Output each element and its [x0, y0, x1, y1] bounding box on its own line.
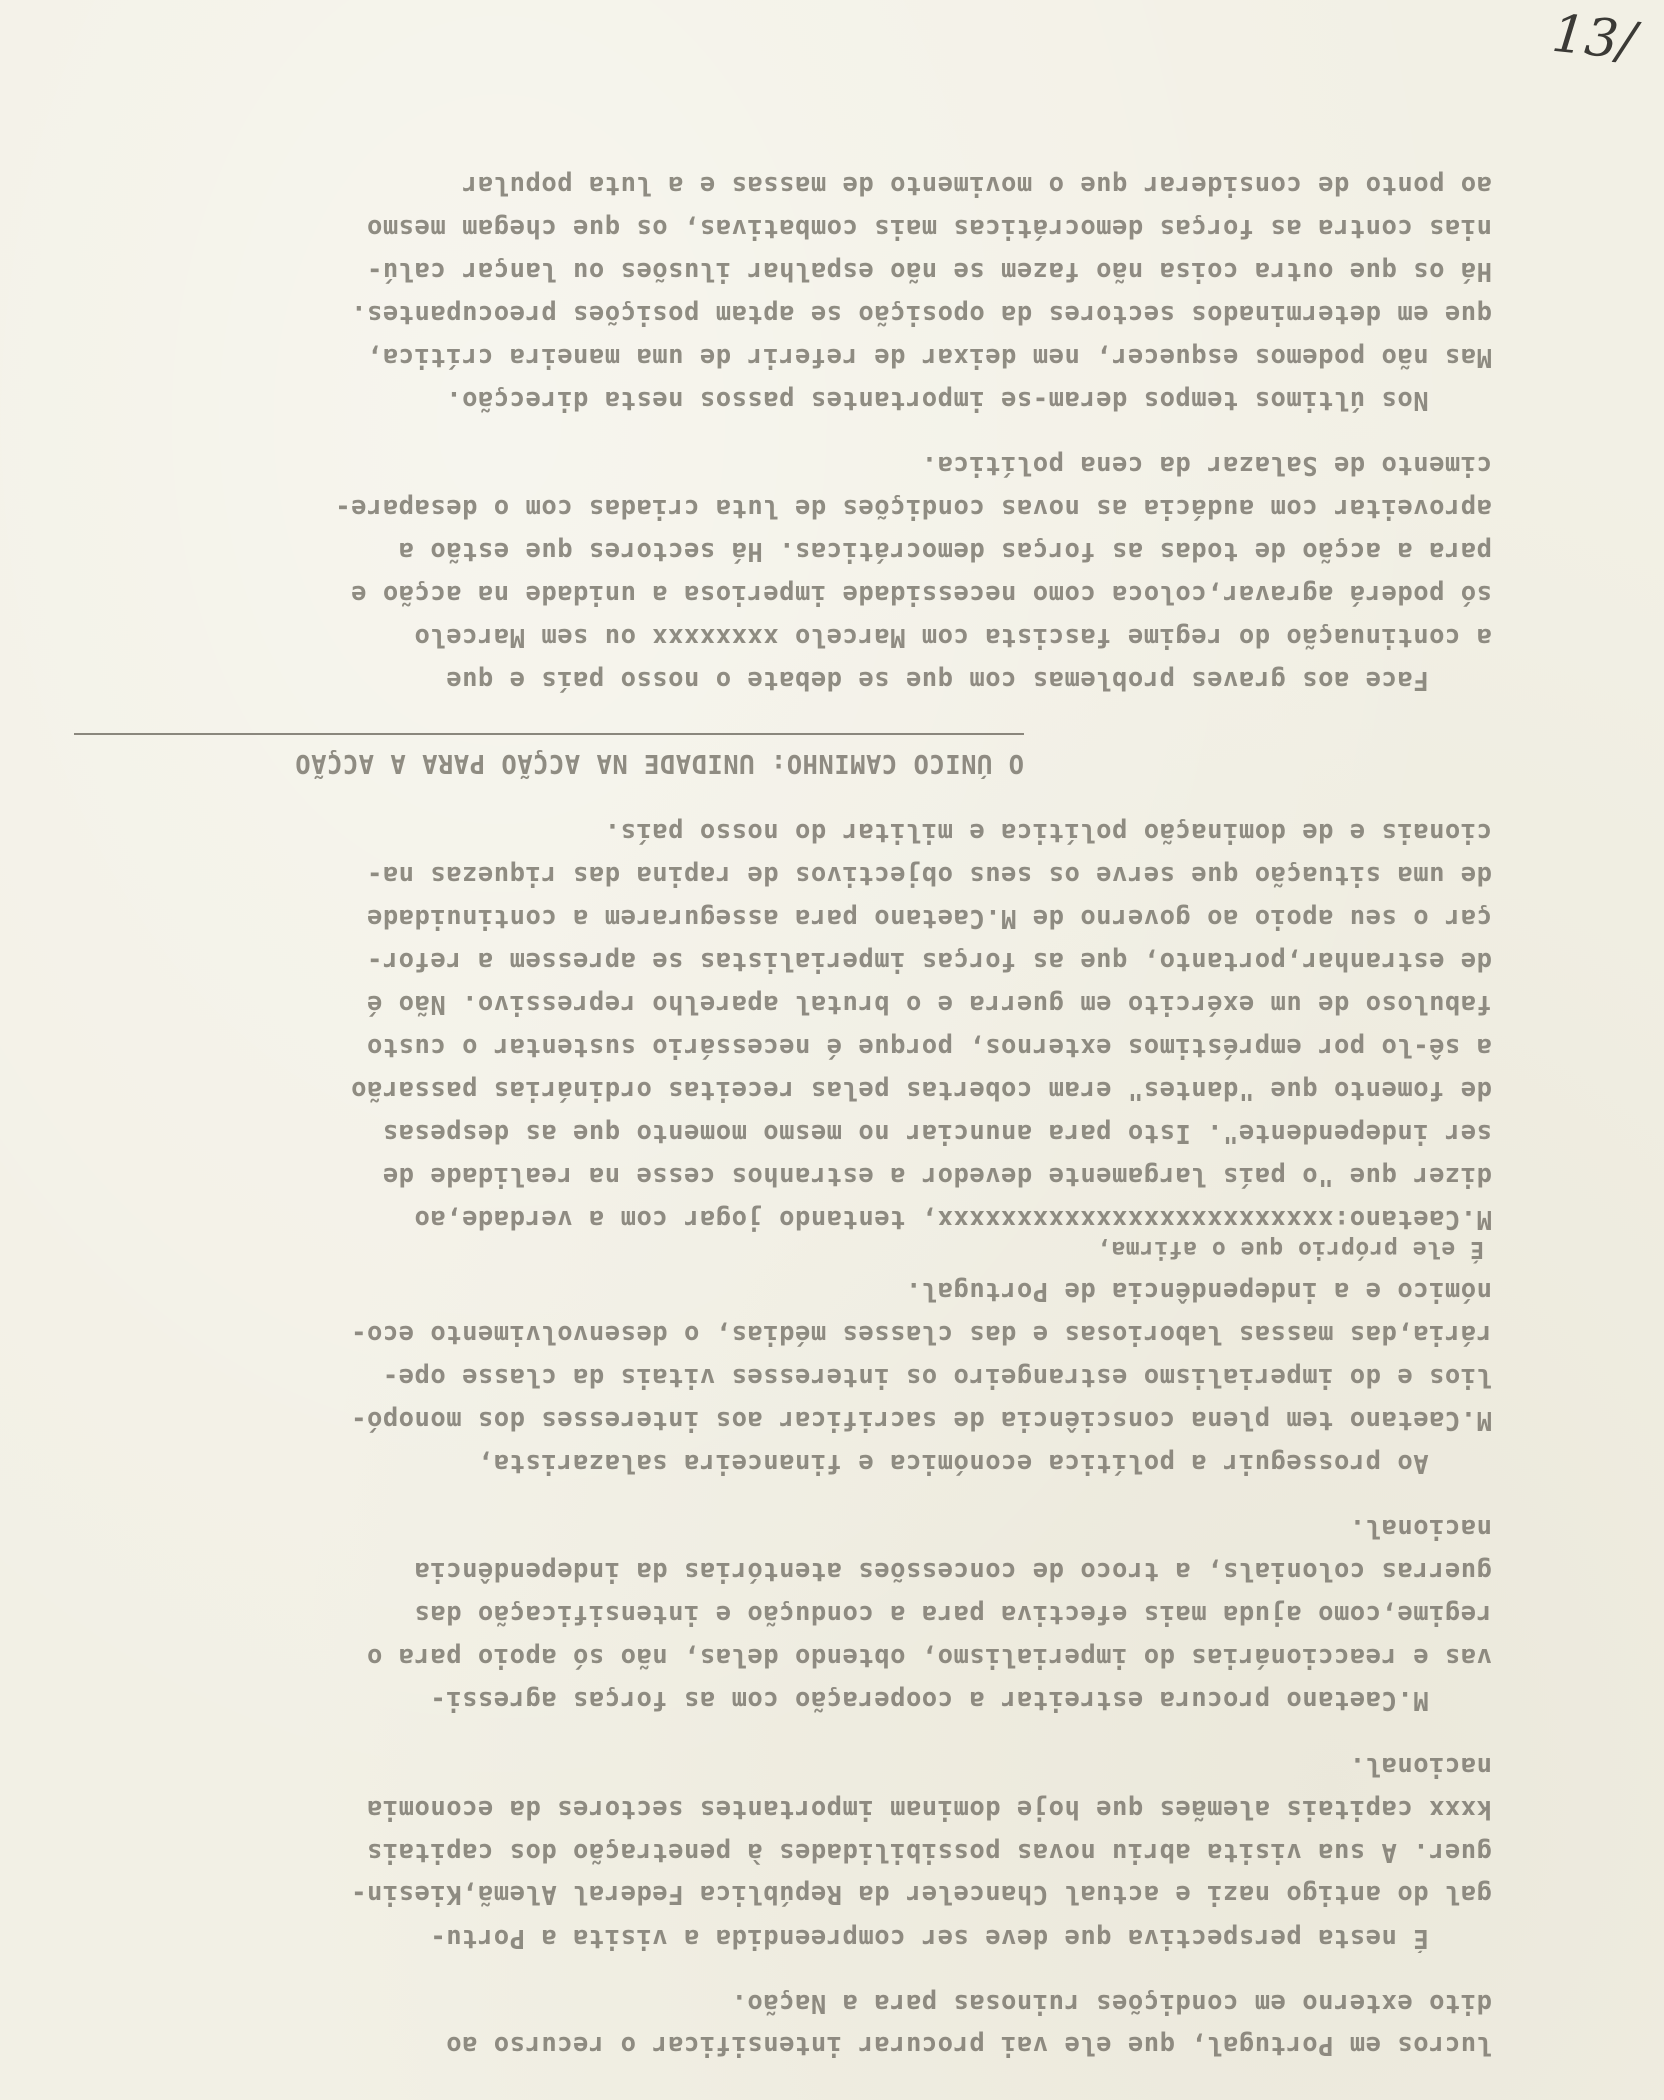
text-line: Mas não podemos esquecer, nem deixar de referir de uma maneira crítica,	[366, 342, 1492, 372]
text-line: só poderá agravar,coloca como necessidade imperiosa a unidade na acção e	[350, 579, 1492, 609]
text-line: nacional.	[1349, 1513, 1492, 1543]
text-line: dizer que "o país largamente devedor a estranhos cesse na realidade de	[382, 1161, 1492, 1191]
text-line-struck: M.Caetano:xxxxxxxxxxxxxxxxxxxxxxxxx, tentando jogar com a verdade,ao	[414, 1204, 1492, 1234]
text-line: kxxx capitais alemães que hoje dominam importantes sectores da economia	[366, 1794, 1492, 1824]
text-line: cimento de Salazar da cena política.	[921, 450, 1492, 480]
text-line: vas e reaccionárias do imperialismo, obtendo delas, não só apoio para o	[366, 1642, 1492, 1672]
text-line: regime,como ajuda mais efectiva para a condução e intensificação das	[414, 1599, 1492, 1629]
text-line: lios e do imperialismo estrangeiro os interesses vitais da classe ope-	[382, 1362, 1492, 1392]
text-line: de fomento que "dantes" eram cobertas pelas receitas ordinárias passarão	[350, 1075, 1492, 1105]
text-line: a sê-lo por empréstimos externos, porque é necessário sustentar o custo	[366, 1032, 1492, 1062]
text-line: Nos últimos tempos deram-se importantes passos nesta direcção.	[445, 385, 1492, 415]
text-line: a continuação do regime fascista com Marcelo xxxxxxxx ou sem Marcelo	[414, 622, 1492, 652]
text-line: Face aos graves problemas com que se debate o nosso país e que	[445, 665, 1492, 695]
text-line: nacional.	[1349, 1751, 1492, 1781]
text-line: rária,das massas laboriosas e das classes médias, o desenvolvimento eco-	[350, 1319, 1492, 1349]
text-line: Há os que outra coisa não fazem se não espalhar ilusões ou lançar calú-	[366, 256, 1492, 286]
text-line: guerras colonials, a troco de concessões atentórias da independência	[414, 1556, 1492, 1586]
text-line: ser independente". Isto para anunciar no mesmo momento que as despesas	[382, 1118, 1492, 1148]
text-line: aproveitar com audácia as novas condições de luta criadas com o desapare-	[334, 493, 1492, 523]
text-line: ao ponto de considerar que o movimento de massas e a luta popular	[461, 170, 1492, 200]
text-line: É nesta perspectiva que deve ser compreendida a visita a Portu-	[429, 1923, 1492, 1953]
text-line: çar o seu apoio ao governo de M.Caetano para assegurarem a continuidade	[366, 903, 1492, 933]
text-line: para a acção de todas as forças democráticas. Há sectores que estão a	[398, 536, 1492, 566]
text-line: gal do antigo nazi e actual Chanceler da República Federal Alemã,Kiesin-	[350, 1879, 1492, 1909]
heading-underline	[74, 733, 1024, 735]
text-line: nómico e a independência de Portugal.	[905, 1276, 1492, 1306]
handwritten-page-number: 13/	[1549, 3, 1639, 73]
interlinear-insertion: É ele próprio que o afirma,	[1096, 1236, 1484, 1262]
text-line: lucros em Portugal, que ele vai procurar intensificar o recurso ao	[445, 2030, 1492, 2060]
text-line: cionais e de dominação política e militar do nosso país.	[604, 817, 1492, 847]
section-heading: O ÚNICO CAMINHO: UNIDADE NA ACÇÃO PARA A ACÇÃO	[294, 748, 1024, 778]
text-line: nias contra as forças democráticas mais combativas, os que chegam mesmo	[366, 213, 1492, 243]
text-line: dito externo em condições ruinosas para a Nação.	[731, 1988, 1492, 2018]
text-line: guer. A sua visita abriu novas possibilidades à penetração dos capitais	[366, 1837, 1492, 1867]
text-line: de estranhar,portanto, que as forças imperialistas se apressem a refor-	[366, 946, 1492, 976]
text-line: Ao prosseguir a política económica e financeira salazarista,	[477, 1448, 1492, 1478]
text-line: M.Caetano tem plena consciência de sacrificar aos interesses dos monopó-	[350, 1405, 1492, 1435]
text-line: fabuloso de um exército em guerra e o brutal aparelho repressivo. Não é	[366, 989, 1492, 1019]
text-line: de uma situação que serve os seus objectivos de rapina das riquezas na-	[366, 860, 1492, 890]
text-line: que em determinados sectores da oposição se aptam posições preocupantes.	[350, 299, 1492, 329]
text-line: M.Caetano procura estreitar a cooperação com as forças agressi-	[429, 1685, 1492, 1715]
